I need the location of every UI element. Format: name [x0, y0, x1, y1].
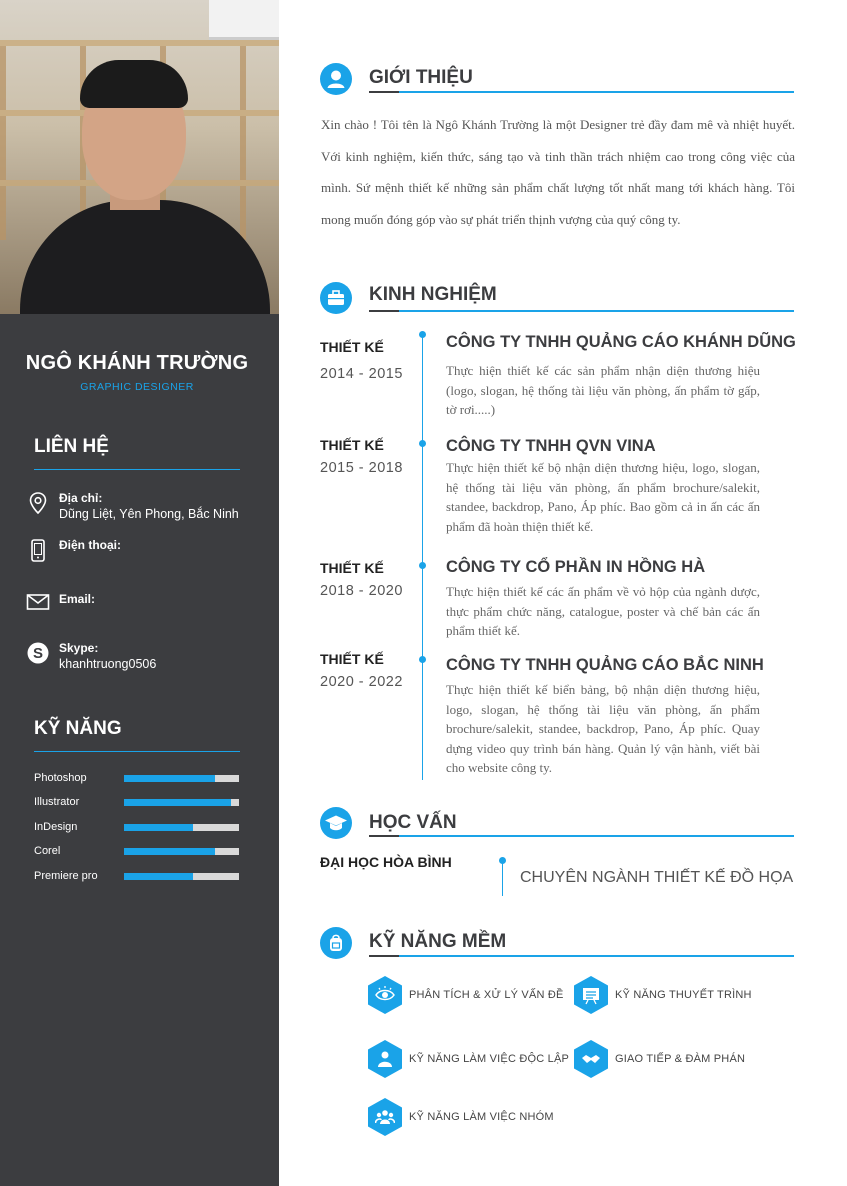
- job-years: 2018 - 2020: [320, 583, 403, 599]
- profile-photo: [0, 0, 279, 314]
- sidebar: [0, 0, 279, 1186]
- user-icon: [320, 63, 352, 95]
- skill-bar: [124, 873, 239, 880]
- skill-row: [34, 845, 240, 859]
- skills-heading: KỸ NĂNG: [34, 718, 122, 739]
- intro-divider: [369, 91, 794, 93]
- timeline-dot: [419, 656, 426, 663]
- graduation-cap-icon: [320, 807, 352, 839]
- job-company: CÔNG TY TNHH QUẢNG CÁO BẮC NINH: [446, 656, 764, 674]
- timeline-dot: [419, 562, 426, 569]
- skill-bar: [124, 824, 239, 831]
- smartphone-icon: [26, 538, 50, 562]
- job-company: CÔNG TY TNHH QUẢNG CÁO KHÁNH DŨNG: [446, 333, 796, 351]
- skill-bar: [124, 775, 239, 782]
- job-role: THIẾT KẾ: [320, 651, 384, 667]
- skill-label: Corel: [34, 845, 61, 857]
- skype-value: khanhtruong0506: [59, 657, 157, 671]
- team-icon: [368, 1098, 402, 1136]
- skill-bar-fill: [124, 824, 193, 831]
- skill-bar-fill: [124, 799, 231, 806]
- svg-text:S: S: [32, 645, 44, 662]
- location-pin-icon: [26, 491, 50, 515]
- job-description: Thực hiện thiết kế các ấn phẩm về vỏ hộp của ngành dược, thực phẩm chức năng, catalogue, poster và chế bản các ấn phẩm thiết kế.: [446, 584, 760, 638]
- job-description: Thực hiện thiết kế các sản phẩm nhận diện thương hiệu (logo, slogan, hệ thống tài liệu văn phòng, ấn phẩm tờ gấp, tờ rơi.....): [446, 363, 760, 417]
- envelope-icon: [26, 591, 50, 615]
- job-years: 2015 - 2018: [320, 460, 403, 476]
- job-role: THIẾT KẾ: [320, 437, 384, 453]
- skill-label: Illustrator: [34, 796, 80, 808]
- job-company: CÔNG TY TNHH QVN VINA: [446, 437, 656, 455]
- person-icon: [368, 1040, 402, 1078]
- job-company: CÔNG TY CỔ PHẦN IN HỒNG HÀ: [446, 558, 706, 576]
- eye-analysis-icon: [368, 976, 402, 1014]
- skill-row: [34, 821, 240, 835]
- skill-row: [34, 870, 240, 884]
- experience-divider: [369, 310, 794, 312]
- soft-skill-label: PHÂN TÍCH & XỬ LÝ VẤN ĐỀ: [409, 989, 564, 1001]
- skills-divider: [34, 751, 240, 752]
- soft-skill-label: GIAO TIẾP & ĐÀM PHÁN: [615, 1053, 746, 1065]
- skype-label: Skype:: [59, 641, 99, 655]
- job-years: 2014 - 2015: [320, 366, 403, 382]
- education-connector: [502, 860, 503, 896]
- soft-skills-divider: [369, 955, 794, 957]
- intro-title: GIỚI THIỆU: [369, 67, 473, 88]
- skill-row: [34, 772, 240, 786]
- skill-bar-fill: [124, 775, 215, 782]
- education-dot: [499, 857, 506, 864]
- skill-label: InDesign: [34, 821, 78, 833]
- skill-label: Premiere pro: [34, 870, 98, 882]
- contact-heading: LIÊN HỆ: [34, 436, 109, 457]
- intro-text: Xin chào ! Tôi tên là Ngô Khánh Trường là một Designer trẻ đầy đam mê và nhiệt huyết. Với kinh nghiệm, kiến thức, sáng tạo và tinh thần trách nhiệm cao trong công việc của mình. Sứ mệnh thiết kế những sản phẩm chất lượng tốt nhất mang tới khách hàng. Tôi mong muốn đóng góp vào sự phát triển thịnh vượng của quý công ty.: [321, 117, 795, 227]
- education-divider: [369, 835, 794, 837]
- job-role: THIẾT KẾ: [320, 560, 384, 576]
- contact-divider: [34, 469, 240, 470]
- profile-name: NGÔ KHÁNH TRƯỜNG: [25, 352, 249, 374]
- job-years: 2020 - 2022: [320, 674, 403, 690]
- experience-title: KINH NGHIỆM: [369, 284, 497, 305]
- skill-label: Photoshop: [34, 772, 87, 784]
- experience-timeline: [422, 334, 423, 780]
- soft-skill-label: KỸ NĂNG LÀM VIỆC NHÓM: [409, 1111, 554, 1123]
- skill-bar: [124, 799, 239, 806]
- education-title: HỌC VẤN: [369, 812, 457, 833]
- skill-bar-fill: [124, 848, 215, 855]
- handshake-icon: [574, 1040, 608, 1078]
- education-school: ĐẠI HỌC HÒA BÌNH: [320, 854, 452, 870]
- skill-row: [34, 796, 240, 810]
- address-value: Dũng Liệt, Yên Phong, Bắc Ninh: [59, 507, 239, 521]
- soft-skill-label: KỸ NĂNG LÀM VIỆC ĐỘC LẬP: [409, 1053, 570, 1065]
- job-description: Thực hiện thiết kế bộ nhận diện thương hiệu, logo, slogan, hệ thống tài liệu văn phòng, ấn phẩm brochure/salekit, standee, backdrop, Pano, Áp phíc. Bao gồm cả in ấn các ấn phẩm đã hoàn thiện thiết kế.: [446, 460, 760, 534]
- skill-bar: [124, 848, 239, 855]
- job-description: Thực hiện thiết kế biển bảng, bộ nhận diện thương hiệu, logo, slogan, hệ thống tài liệu văn phòng, ấn phẩm brochure/salekit, standee, backdrop, Pano, Áp phíc. Quay dựng video quy trình bán hàng. Quản lý vận hành, viết bài cho website công ty.: [446, 682, 760, 775]
- briefcase-icon: [320, 282, 352, 314]
- email-label: Email:: [59, 592, 96, 606]
- timeline-dot: [419, 440, 426, 447]
- skill-bar-fill: [124, 873, 193, 880]
- education-major: CHUYÊN NGÀNH THIẾT KẾ ĐỒ HỌA: [520, 869, 794, 886]
- profile-role: GRAPHIC DESIGNER: [80, 381, 194, 393]
- soft-skill-label: KỸ NĂNG THUYẾT TRÌNH: [615, 989, 752, 1001]
- presentation-icon: [574, 976, 608, 1014]
- phone-label: Điện thoại:: [59, 538, 121, 552]
- skype-icon: [26, 641, 50, 665]
- timeline-dot: [419, 331, 426, 338]
- job-role: THIẾT KẾ: [320, 339, 384, 355]
- address-label: Địa chỉ:: [59, 491, 103, 505]
- backpack-icon: [320, 927, 352, 959]
- soft-skills-title: KỸ NĂNG MỀM: [369, 931, 507, 952]
